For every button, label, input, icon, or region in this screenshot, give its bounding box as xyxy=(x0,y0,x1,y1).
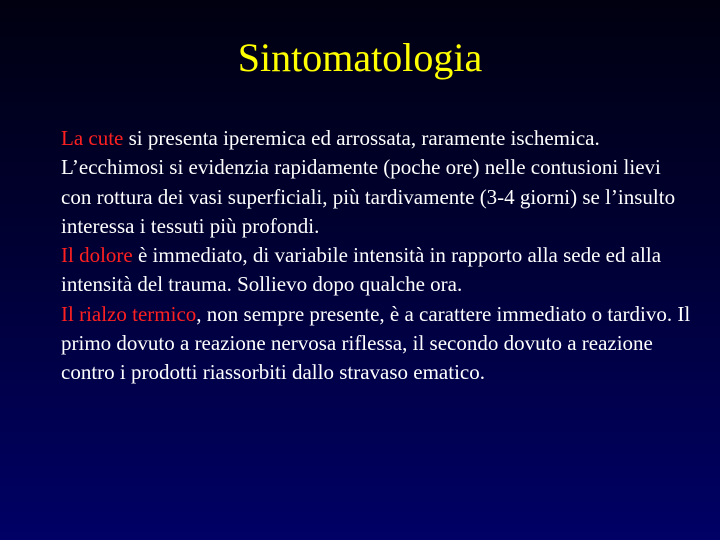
slide-body xyxy=(61,124,691,388)
highlight-cute: La cute xyxy=(61,126,124,150)
paragraph-cute-text: si presenta iperemica ed arrossata, raramente ischemica. L’ecchimosi si evidenzia rapidamente (poche ore) nelle contusioni lievi con rottura dei vasi superficiali, più tardivamente (3-4 giorni) se l’insulto interessa i tessuti più profondi. xyxy=(61,126,676,238)
slide-title: Sintomatologia xyxy=(237,35,483,80)
highlight-dolore: Il dolore xyxy=(61,243,133,268)
paragraph-rialzo-termico xyxy=(61,300,691,388)
paragraph-cute xyxy=(61,124,691,241)
paragraph-dolore-text: è immediato, di variabile intensità in rapporto alla sede ed alla intensità del trauma. Sollievo dopo qualche ora. xyxy=(61,243,662,297)
highlight-rialzo-termico: Il rialzo termico xyxy=(61,301,197,326)
paragraph-dolore xyxy=(61,241,691,300)
paragraph-rialzo-termico-text: , non sempre presente, è a carattere immediato o tardivo. Il primo dovuto a reazione nervosa riflessa, il secondo dovuto a reazione contro i prodotti riassorbiti dallo stravaso ematico. xyxy=(61,301,691,385)
